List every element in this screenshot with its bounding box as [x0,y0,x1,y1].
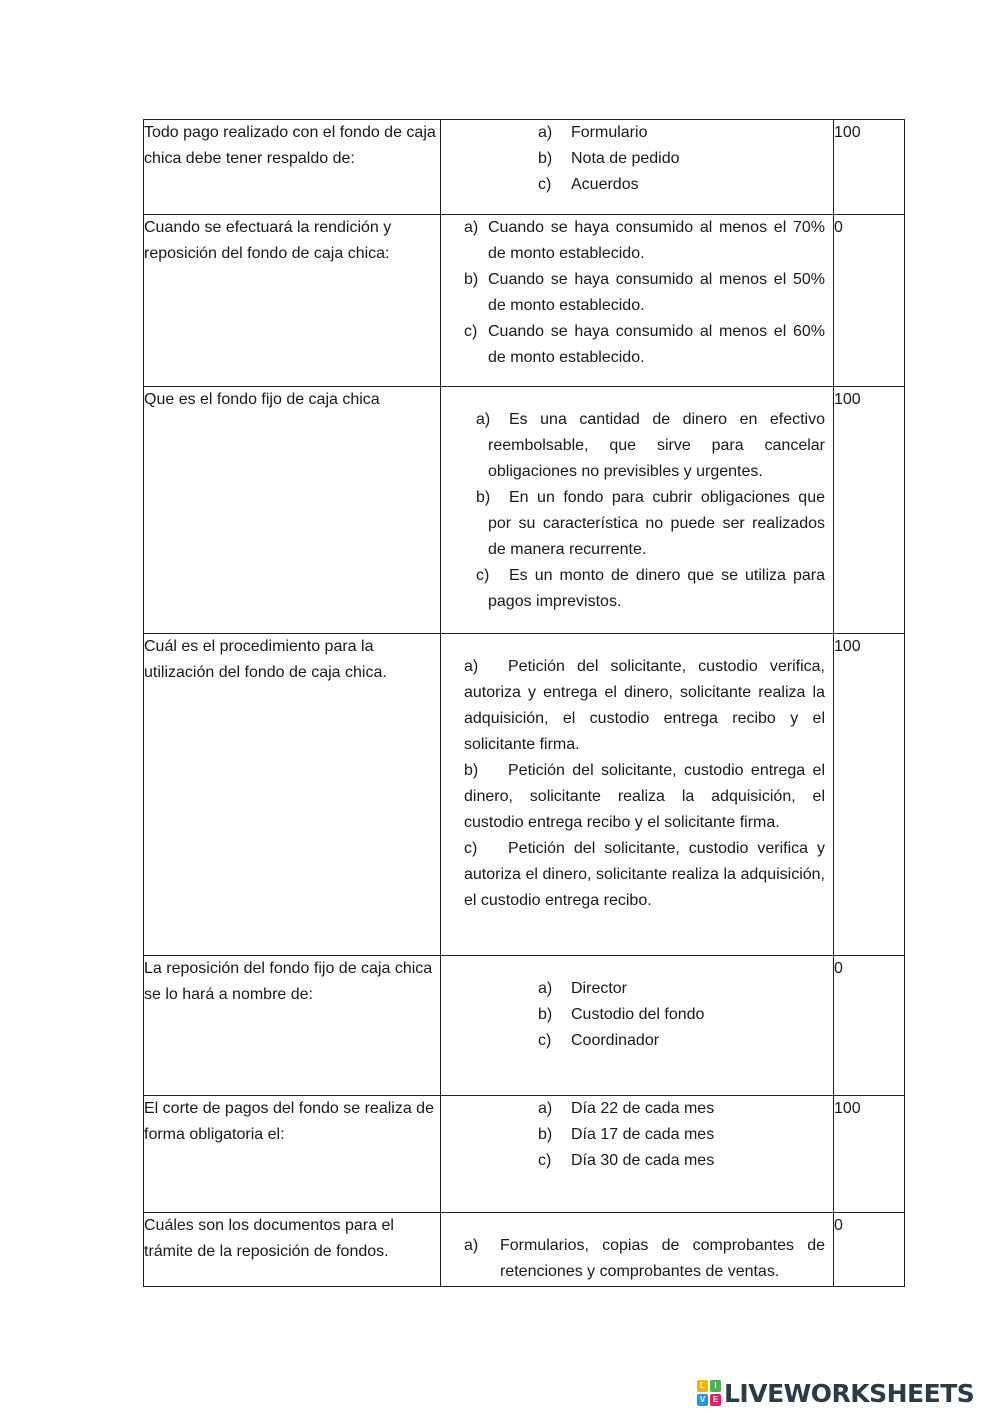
option-c[interactable]: c) Es un monto de dinero que se utiliza para pagos imprevistos. [476,567,825,610]
option-a[interactable]: a) Día 22 de cada mes [538,1100,715,1117]
options-list [441,215,833,371]
option-a[interactable]: a) Director [538,980,628,997]
options-cell [441,1213,834,1287]
question-cell [144,215,441,387]
score-value: 100 [834,638,861,655]
score-cell [834,387,905,634]
option-a[interactable]: a) Formulario [538,124,648,141]
option-c[interactable]: c) Acuerdos [538,176,639,193]
option-c[interactable]: c) Cuando se haya consumido al menos el 60% de monto establecido. [464,323,825,366]
options-cell [441,387,834,634]
question-cell [144,387,441,634]
table-row [144,956,905,1096]
options-cell [441,634,834,956]
options-list [441,1096,833,1174]
question-text: El corte de pagos del fondo se realiza de forma obligatoria el: [144,1100,434,1143]
question-text: Cuáles son los documentos para el trámite de la reposición de fondos. [144,1217,394,1260]
score-value: 0 [834,960,843,977]
table-row [144,215,905,387]
question-text: La reposición del fondo fijo de caja chica se lo hará a nombre de: [144,960,433,1003]
question-cell [144,1213,441,1287]
logo-mark-icon: L I V E [697,1380,721,1406]
question-text: Cuál es el procedimiento para la utilización del fondo de caja chica. [144,638,387,681]
option-a[interactable]: a) Es una cantidad de dinero en efectivo reembolsable, que sirve para cancelar obligaciones no previsibles y urgentes. [476,411,825,480]
option-b[interactable]: b) Custodio del fondo [538,1006,705,1023]
score-cell [834,1096,905,1213]
option-b[interactable]: b) Día 17 de cada mes [538,1126,715,1143]
question-text: Cuando se efectuará la rendición y reposición del fondo de caja chica: [144,219,392,262]
score-cell [834,1213,905,1287]
option-b[interactable]: b) En un fondo para cubrir obligaciones que por su característica no puede ser realizados de manera recurrente. [476,489,825,558]
option-a[interactable]: a) Formularios, copias de comprobantes de retenciones y comprobantes de ventas. [464,1237,825,1280]
options-list [441,976,833,1054]
question-cell [144,120,441,215]
score-cell [834,120,905,215]
question-text: Todo pago realizado con el fondo de caja chica debe tener respaldo de: [144,124,436,167]
logo-text: LIVEWORKSHEETS [724,1378,975,1408]
worksheet-table [143,119,905,1287]
options-list [441,1233,833,1285]
options-list [441,407,833,615]
options-cell [441,1096,834,1213]
table-row [144,1213,905,1287]
score-cell [834,956,905,1096]
option-b[interactable]: b) Nota de pedido [538,150,680,167]
table-row [144,387,905,634]
score-cell [834,634,905,956]
question-cell [144,634,441,956]
table-row [144,1096,905,1213]
score-value: 100 [834,1100,861,1117]
option-c[interactable]: c) Coordinador [538,1032,660,1049]
option-c[interactable]: c) Día 30 de cada mes [538,1152,715,1169]
option-b[interactable]: b) Petición del solicitante, custodio entrega el dinero, solicitante realiza la adquisición, el custodio entrega recibo y el solicitante firma. [464,762,825,831]
option-a[interactable]: a) Petición del solicitante, custodio verifica, autoriza y entrega el dinero, solicitante realiza la adquisición, el custodio entrega recibo y el solicitante firma. [464,658,825,753]
score-cell [834,215,905,387]
question-cell [144,956,441,1096]
question-text: Que es el fondo fijo de caja chica [144,391,380,408]
options-list [441,120,833,198]
option-c[interactable]: c) Petición del solicitante, custodio verifica y autoriza el dinero, solicitante realiza la adquisición, el custodio entrega recibo. [464,840,825,909]
option-b[interactable]: b) Cuando se haya consumido al menos el 50% de monto establecido. [464,271,825,314]
options-list [441,654,833,914]
score-value: 0 [834,219,843,236]
table-row [144,634,905,956]
question-cell [144,1096,441,1213]
liveworksheets-logo[interactable] [697,1377,974,1409]
score-value: 100 [834,124,861,141]
options-cell [441,120,834,215]
score-value: 0 [834,1217,843,1234]
options-cell [441,956,834,1096]
options-cell [441,215,834,387]
table-row [144,120,905,215]
score-value: 100 [834,391,861,408]
option-a[interactable]: a) Cuando se haya consumido al menos el 70% de monto establecido. [464,219,825,262]
